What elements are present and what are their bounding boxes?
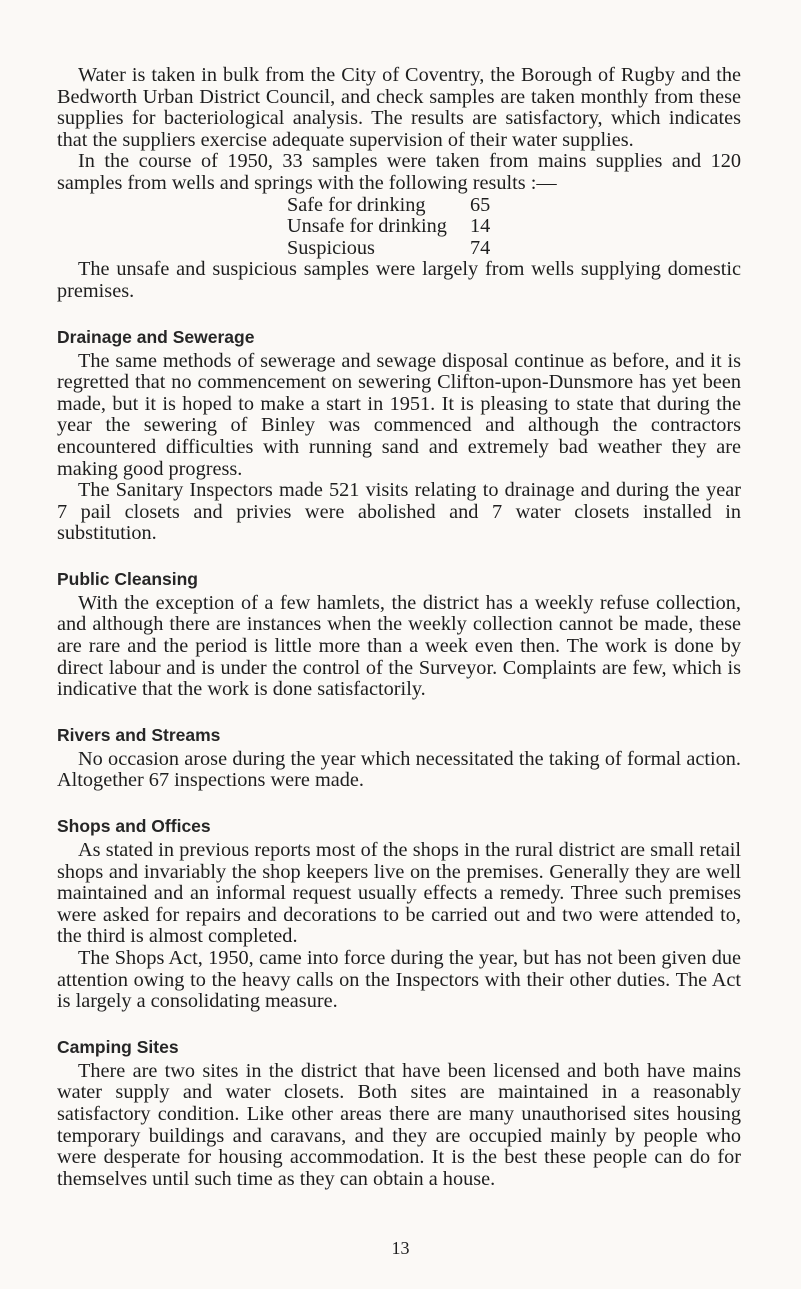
result-value: 65 <box>470 193 491 216</box>
water-supply-section <box>57 65 741 303</box>
shops-paragraph-1: As stated in previous reports most of the shops in the rural district are small retail shops and invariably the shop keepers live on the premises. Generally they are well maintained and an informal request usually effects a remedy. Three such premises were asked for repairs and decorations to be carried out and two were attended to, the third is almost completed. <box>57 839 741 948</box>
drainage-paragraph-2: The Sanitary Inspectors made 521 visits relating to drainage and during the year 7 pail closets and privies were abolished and 7 water closets installed in substitution. <box>57 479 741 545</box>
shops-paragraph-2: The Shops Act, 1950, came into force during the year, but has not been given due attention owing to the heavy calls on the Inspectors with their other duties. The Act is largely a consolidating measure. <box>57 947 741 1013</box>
sample-results-table <box>287 195 577 260</box>
result-row <box>287 238 577 260</box>
result-label: Suspicious <box>287 236 375 259</box>
result-value: 74 <box>470 236 491 259</box>
camping-paragraph-1: There are two sites in the district that have been licensed and both have mains water supply and water closets. Both sites are maintained in a reasonably satisfactory condition. Like other areas there are many unauthorised sites housing temporary buildings and caravans, and they are occupied mainly by people who were desperate for housing accommodation. It is the best these people can do for themselves until such time as they can obtain a house. <box>57 1059 741 1190</box>
result-row <box>287 195 577 217</box>
rivers-paragraph-1: No occasion arose during the year which necessitated the taking of formal action. Altogether 67 inspections were made. <box>57 747 741 792</box>
water-paragraph-3: The unsafe and suspicious samples were largely from wells supplying domestic premises. <box>57 258 741 302</box>
result-value: 14 <box>470 215 491 238</box>
page-number: 13 <box>391 1238 410 1258</box>
water-paragraph-2: In the course of 1950, 33 samples were taken from mains supplies and 120 samples from wells and springs with the following results :— <box>57 150 741 194</box>
water-paragraph-1: Water is taken in bulk from the City of Coventry, the Borough of Rugby and the Bedworth Urban District Council, and check samples are taken monthly from these supplies for bacteriological analysis. The results are satisfactory, which indicates that the suppliers exercise adequate supervision of their water supplies. <box>57 64 741 151</box>
rivers-section <box>57 724 741 792</box>
cleansing-paragraph-1: With the exception of a few hamlets, the district has a weekly refuse collection, and although there are instances when the weekly collection cannot be made, these are rare and the period is little more than a week even then. The work is done by direct labour and is under the control of the Surveyor. Complaints are few, which is indicative that the work is done satisfactorily. <box>57 591 741 701</box>
drainage-heading: Drainage and Sewerage <box>57 326 255 347</box>
shops-section <box>57 815 741 1013</box>
result-row <box>287 216 577 238</box>
cleansing-section <box>57 568 741 701</box>
result-label: Unsafe for drinking <box>287 215 447 238</box>
result-label: Safe for drinking <box>287 193 426 216</box>
shops-heading: Shops and Offices <box>57 816 211 837</box>
camping-heading: Camping Sites <box>57 1036 179 1057</box>
cleansing-heading: Public Cleansing <box>57 568 198 589</box>
rivers-heading: Rivers and Streams <box>57 724 221 745</box>
camping-section <box>57 1036 741 1191</box>
drainage-paragraph-1: The same methods of sewerage and sewage disposal continue as before, and it is regretted that no commencement on sewering Clifton-upon-Dunsmore has yet been made, but it is hoped to make a start in 1951. It is pleasing to state that during the year the sewering of Binley was commenced and although the contractors encountered difficulties with running sand and extremely bad weather they are making good progress. <box>57 349 741 480</box>
drainage-section <box>57 326 741 545</box>
